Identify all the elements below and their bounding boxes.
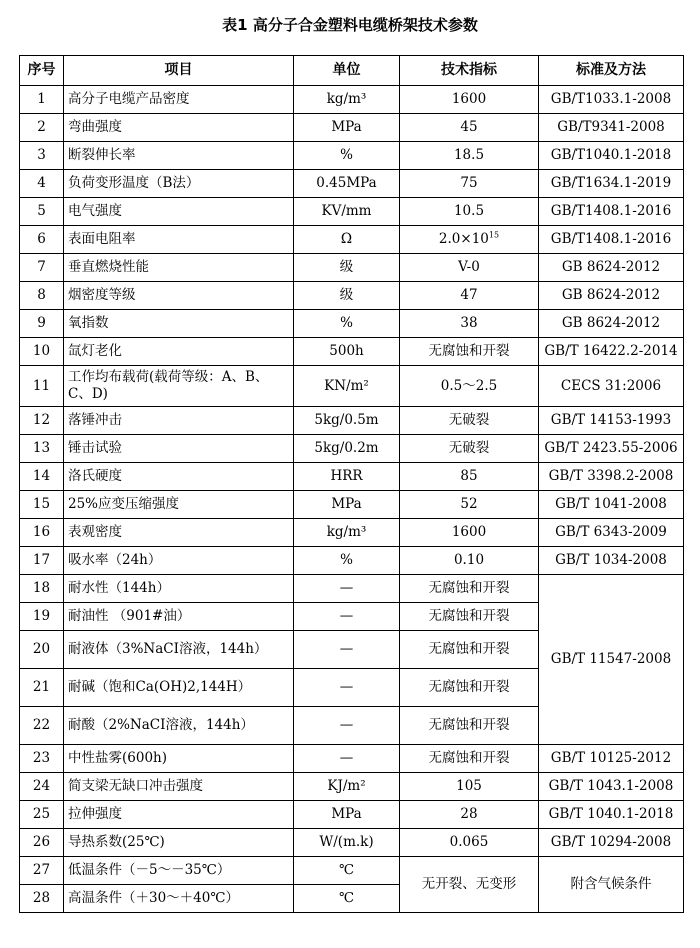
row-no: 12: [20, 407, 64, 435]
row-unit: —: [294, 575, 400, 603]
row-value: 45: [400, 114, 539, 142]
row-item: 氙灯老化: [64, 338, 294, 366]
row-unit: ℃: [294, 885, 400, 913]
row-unit: 级: [294, 254, 400, 282]
table-row: [20, 857, 684, 885]
row-value-merged: 无开裂、无变形: [400, 857, 539, 913]
row-no: 10: [20, 338, 64, 366]
row-value: 无腐蚀和开裂: [400, 669, 539, 707]
row-no: 13: [20, 435, 64, 463]
row-unit: —: [294, 745, 400, 773]
row-value: 1600: [400, 519, 539, 547]
row-item: 导热系数(25℃): [64, 829, 294, 857]
row-unit: MPa: [294, 491, 400, 519]
row-value: 无腐蚀和开裂: [400, 631, 539, 669]
row-value: 85: [400, 463, 539, 491]
row-value: V-0: [400, 254, 539, 282]
row-value: 28: [400, 801, 539, 829]
row-value: 无腐蚀和开裂: [400, 745, 539, 773]
row-unit: MPa: [294, 801, 400, 829]
row-no: 28: [20, 885, 64, 913]
header-value: 技术指标: [400, 56, 539, 86]
row-value: 75: [400, 170, 539, 198]
row-unit: 5kg/0.2m: [294, 435, 400, 463]
row-no: 16: [20, 519, 64, 547]
row-unit: HRR: [294, 463, 400, 491]
row-standard-merged: 附含气候条件: [539, 857, 684, 913]
row-item: 电气强度: [64, 198, 294, 226]
row-value: 38: [400, 310, 539, 338]
row-item: 负荷变形温度（B法）: [64, 170, 294, 198]
row-no: 14: [20, 463, 64, 491]
row-no: 5: [20, 198, 64, 226]
row-unit: KV/mm: [294, 198, 400, 226]
row-standard: GB/T1408.1-2016: [539, 226, 684, 254]
row-no: 3: [20, 142, 64, 170]
row-unit: MPa: [294, 114, 400, 142]
row-item: 25%应变压缩强度: [64, 491, 294, 519]
row-standard: GB 8624-2012: [539, 310, 684, 338]
row-unit: Ω: [294, 226, 400, 254]
row-item: 耐碱（饱和Ca(OH)2,144H）: [64, 669, 294, 707]
row-item: 弯曲强度: [64, 114, 294, 142]
row-standard: GB/T 1041-2008: [539, 491, 684, 519]
row-item: 高温条件（＋30～＋40℃）: [64, 885, 294, 913]
row-item: 断裂伸长率: [64, 142, 294, 170]
row-value: 1600: [400, 86, 539, 114]
row-standard: GB/T 1040.1-2018: [539, 801, 684, 829]
value-mantissa: 2.0×10: [438, 231, 489, 247]
row-item: 烟密度等级: [64, 282, 294, 310]
row-standard: GB/T1408.1-2016: [539, 198, 684, 226]
row-unit: 500h: [294, 338, 400, 366]
row-item: 高分子电缆产品密度: [64, 86, 294, 114]
header-row: [20, 56, 684, 86]
table-row: [20, 310, 684, 338]
table-row: [20, 254, 684, 282]
header-unit: 单位: [294, 56, 400, 86]
header-standard: 标准及方法: [539, 56, 684, 86]
row-no: 22: [20, 707, 64, 745]
row-no: 2: [20, 114, 64, 142]
table-row: [20, 226, 684, 254]
row-no: 23: [20, 745, 64, 773]
row-standard: GB/T 10294-2008: [539, 829, 684, 857]
row-value: 无腐蚀和开裂: [400, 707, 539, 745]
row-standard: GB/T 2423.55-2006: [539, 435, 684, 463]
row-standard: GB/T1040.1-2018: [539, 142, 684, 170]
row-item: 耐酸（2%NaCI溶液，144h）: [64, 707, 294, 745]
row-unit: —: [294, 707, 400, 745]
table-row: [20, 142, 684, 170]
row-no: 19: [20, 603, 64, 631]
row-value: 无腐蚀和开裂: [400, 338, 539, 366]
table-row: [20, 773, 684, 801]
row-standard: GB/T9341-2008: [539, 114, 684, 142]
row-no: 11: [20, 366, 64, 407]
table-row: [20, 435, 684, 463]
row-value: 无腐蚀和开裂: [400, 603, 539, 631]
row-item: 工作均布载荷(载荷等级：A、B、C、D): [64, 366, 294, 407]
row-no: 7: [20, 254, 64, 282]
table-row: [20, 745, 684, 773]
row-unit: KJ/m²: [294, 773, 400, 801]
row-unit: 级: [294, 282, 400, 310]
row-item: 中性盐雾(600h): [64, 745, 294, 773]
row-no: 21: [20, 669, 64, 707]
header-no: 序号: [20, 56, 64, 86]
table-row: [20, 575, 684, 603]
row-no: 1: [20, 86, 64, 114]
row-no: 27: [20, 857, 64, 885]
row-value: 10.5: [400, 198, 539, 226]
row-unit: ℃: [294, 857, 400, 885]
row-no: 15: [20, 491, 64, 519]
row-standard: GB/T 14153-1993: [539, 407, 684, 435]
row-item: 拉伸强度: [64, 801, 294, 829]
row-standard-merged: GB/T 11547-2008: [539, 575, 684, 745]
row-standard: GB/T1033.1-2008: [539, 86, 684, 114]
row-value: 47: [400, 282, 539, 310]
row-unit: kg/m³: [294, 519, 400, 547]
row-standard: GB/T 1043.1-2008: [539, 773, 684, 801]
row-unit: —: [294, 669, 400, 707]
table-row: [20, 519, 684, 547]
row-value: 无腐蚀和开裂: [400, 575, 539, 603]
row-no: 25: [20, 801, 64, 829]
table-row: [20, 407, 684, 435]
row-standard: GB/T 3398.2-2008: [539, 463, 684, 491]
row-no: 24: [20, 773, 64, 801]
row-no: 26: [20, 829, 64, 857]
row-item: 吸水率（24h）: [64, 547, 294, 575]
row-unit: %: [294, 547, 400, 575]
row-standard: GB 8624-2012: [539, 282, 684, 310]
row-item: 锤击试验: [64, 435, 294, 463]
row-standard: GB 8624-2012: [539, 254, 684, 282]
row-unit: KN/m²: [294, 366, 400, 407]
row-value: 0.5～2.5: [400, 366, 539, 407]
table-row: [20, 463, 684, 491]
row-unit: 0.45MPa: [294, 170, 400, 198]
row-item: 氧指数: [64, 310, 294, 338]
table-row: [20, 547, 684, 575]
row-unit: —: [294, 603, 400, 631]
row-unit: —: [294, 631, 400, 669]
row-unit: W/(m.k): [294, 829, 400, 857]
table-row: [20, 86, 684, 114]
row-item: 耐液体（3%NaCI溶液，144h）: [64, 631, 294, 669]
table-row: [20, 198, 684, 226]
row-no: 17: [20, 547, 64, 575]
row-item: 洛氏硬度: [64, 463, 294, 491]
table-row: [20, 829, 684, 857]
row-value: 0.065: [400, 829, 539, 857]
row-unit: %: [294, 310, 400, 338]
row-unit: 5kg/0.5m: [294, 407, 400, 435]
row-value: 52: [400, 491, 539, 519]
row-item: 垂直燃烧性能: [64, 254, 294, 282]
row-value: [400, 226, 539, 254]
table-row: [20, 170, 684, 198]
parameter-table: [19, 55, 684, 913]
table-row: [20, 366, 684, 407]
row-item: 表观密度: [64, 519, 294, 547]
row-standard: GB/T 1034-2008: [539, 547, 684, 575]
table-row: [20, 801, 684, 829]
table-row: [20, 114, 684, 142]
header-item: 项目: [64, 56, 294, 86]
row-standard: GB/T1634.1-2019: [539, 170, 684, 198]
table-title: 表1 高分子合金塑料电缆桥架技术参数: [222, 16, 478, 34]
row-standard: CECS 31:2006: [539, 366, 684, 407]
row-no: 18: [20, 575, 64, 603]
table-row: [20, 491, 684, 519]
row-value: 105: [400, 773, 539, 801]
row-standard: GB/T 6343-2009: [539, 519, 684, 547]
row-item: 低温条件（－5～－35℃）: [64, 857, 294, 885]
row-standard: GB/T 16422.2-2014: [539, 338, 684, 366]
row-standard: GB/T 10125-2012: [539, 745, 684, 773]
row-no: 6: [20, 226, 64, 254]
table-row: [20, 338, 684, 366]
row-item: 耐油性 （901#油）: [64, 603, 294, 631]
row-unit: %: [294, 142, 400, 170]
row-unit: kg/m³: [294, 86, 400, 114]
row-value: 18.5: [400, 142, 539, 170]
row-no: 20: [20, 631, 64, 669]
row-no: 4: [20, 170, 64, 198]
row-no: 9: [20, 310, 64, 338]
row-item: 简支梁无缺口冲击强度: [64, 773, 294, 801]
row-no: 8: [20, 282, 64, 310]
row-item: 表面电阻率: [64, 226, 294, 254]
row-item: 落锤冲击: [64, 407, 294, 435]
row-value: 0.10: [400, 547, 539, 575]
row-value: 无破裂: [400, 407, 539, 435]
value-exponent: 15: [488, 230, 500, 240]
row-item: 耐水性（144h）: [64, 575, 294, 603]
table-row: [20, 282, 684, 310]
row-value: 无破裂: [400, 435, 539, 463]
